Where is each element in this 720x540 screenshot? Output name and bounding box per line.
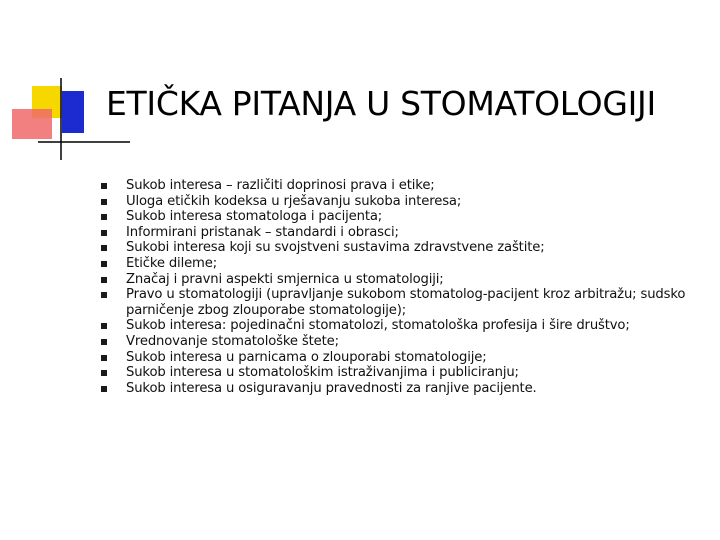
bullet-item: [98, 256, 698, 272]
bullet-item: [98, 334, 698, 350]
bullet-item: [98, 178, 698, 194]
bullet-item: [98, 365, 698, 381]
bullet-square-icon: [101, 183, 107, 189]
bullet-square-icon: [101, 355, 107, 361]
bullet-text: Sukob interesa – različiti doprinosi prava i etike;: [126, 178, 435, 193]
bullet-item: [98, 272, 698, 288]
bullet-square-icon: [101, 245, 107, 251]
bullet-square-icon: [101, 199, 107, 205]
bullet-text: Sukob interesa u parnicama o zlouporabi stomatologije;: [126, 349, 487, 365]
bullet-square-icon: [101, 214, 107, 220]
bullet-text: Uloga etičkih kodeksa u rješavanju sukoba interesa;: [126, 193, 462, 209]
bullet-text: Sukob interesa u stomatološkim istraživanjima i publiciranju;: [126, 365, 519, 381]
bullet-item: [98, 287, 698, 318]
bullet-text: Značaj i pravni aspekti smjernica u stomatologiji;: [126, 271, 444, 287]
slide-title: ETIČKA PITANJA U STOMATOLOGIJI: [106, 84, 656, 123]
bullet-text: Sukobi interesa koji su svojstveni sustavima zdravstvene zaštite;: [126, 240, 545, 256]
bullet-text: Sukob interesa stomatologa i pacijenta;: [126, 209, 383, 225]
bullet-square-icon: [101, 386, 107, 392]
bullet-item: [98, 194, 698, 210]
bullet-text: Sukob interesa u osiguravanju pravednosti za ranjive pacijente.: [126, 380, 537, 396]
bullet-text: Pravo u stomatologiji (upravljanje sukobom stomatolog-pacijent kroz arbitražu; sudsko parničenje zbog zlouporabe stomatologije);: [126, 287, 686, 318]
blue-square: [62, 91, 84, 133]
bullet-item: [98, 240, 698, 256]
bullet-item: [98, 209, 698, 225]
bullet-list: [98, 178, 698, 396]
bullet-square-icon: [101, 230, 107, 236]
bullet-square-icon: [101, 277, 107, 283]
bullet-square-icon: [101, 292, 107, 298]
bullet-item: [98, 318, 698, 334]
bullet-square-icon: [101, 339, 107, 345]
bullet-item: [98, 381, 698, 397]
red-square: [12, 109, 52, 139]
bullet-square-icon: [101, 261, 107, 267]
bullet-text: Vrednovanje stomatološke štete;: [126, 333, 339, 349]
bullet-square-icon: [101, 323, 107, 329]
bullet-item: [98, 225, 698, 241]
bullet-item: [98, 350, 698, 366]
bullet-text: Sukob interesa: pojedinačni stomatolozi, stomatološka profesija i šire društvo;: [126, 318, 630, 334]
bullet-square-icon: [101, 370, 107, 376]
bullet-text: Etičke dileme;: [126, 255, 218, 271]
bullet-text: Informirani pristanak – standardi i obrasci;: [126, 224, 399, 240]
